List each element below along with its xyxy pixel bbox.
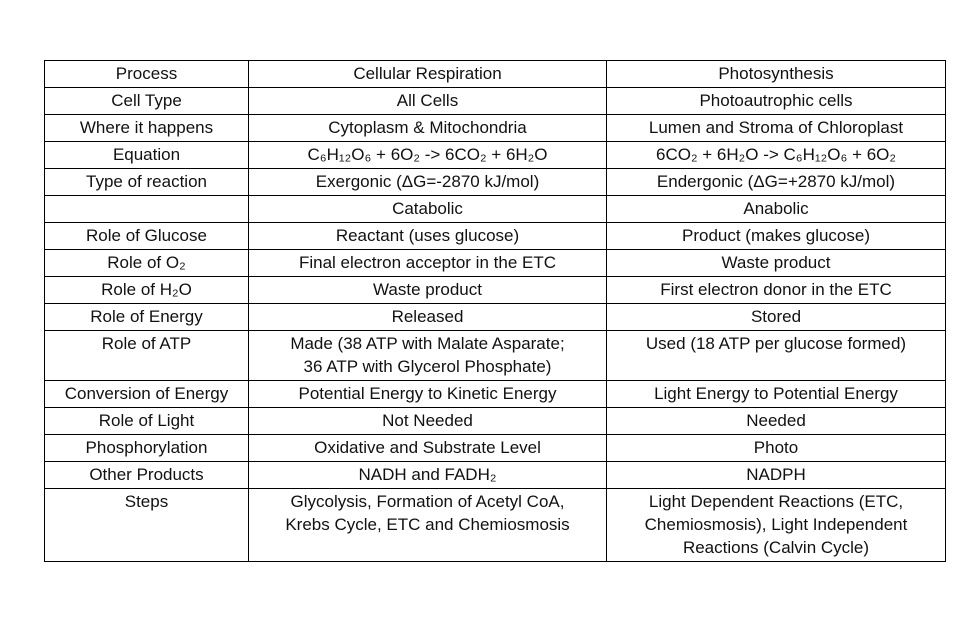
- cellular-respiration-cell: Exergonic (ΔG=-2870 kJ/mol): [249, 169, 607, 196]
- steps-row: [45, 489, 946, 562]
- energy-conversion-row: [45, 381, 946, 408]
- photosynthesis-cell: Stored: [607, 304, 946, 331]
- oxygen-row: [45, 250, 946, 277]
- cellular-respiration-cell: C₆H₁₂O₆ + 6O₂ -> 6CO₂ + 6H₂O: [249, 142, 607, 169]
- process-row: [45, 61, 946, 88]
- photosynthesis-cell: Endergonic (ΔG=+2870 kJ/mol): [607, 169, 946, 196]
- attribute-cell: Role of H₂O: [45, 277, 249, 304]
- cellular-respiration-cell: Final electron acceptor in the ETC: [249, 250, 607, 277]
- cellular-respiration-cell: Not Needed: [249, 408, 607, 435]
- attribute-cell: Role of Energy: [45, 304, 249, 331]
- cellular-respiration-cell: Catabolic: [249, 196, 607, 223]
- cellular-respiration-cell: Glycolysis, Formation of Acetyl CoA, Krebs Cycle, ETC and Chemiosmosis: [249, 489, 607, 562]
- attribute-cell: Conversion of Energy: [45, 381, 249, 408]
- photosynthesis-cell: NADPH: [607, 462, 946, 489]
- attribute-cell: Role of ATP: [45, 331, 249, 381]
- water-row: [45, 277, 946, 304]
- attribute-cell: Role of Glucose: [45, 223, 249, 250]
- attribute-cell: Where it happens: [45, 115, 249, 142]
- glucose-row: [45, 223, 946, 250]
- photosynthesis-cell: Photosynthesis: [607, 61, 946, 88]
- cellular-respiration-cell: Made (38 ATP with Malate Asparate; 36 ATP with Glycerol Phosphate): [249, 331, 607, 381]
- photosynthesis-cell: Photo: [607, 435, 946, 462]
- attribute-cell: Role of O₂: [45, 250, 249, 277]
- photosynthesis-cell: 6CO₂ + 6H₂O -> C₆H₁₂O₆ + 6O₂: [607, 142, 946, 169]
- cellular-respiration-cell: NADH and FADH₂: [249, 462, 607, 489]
- equation-row: [45, 142, 946, 169]
- attribute-cell: Equation: [45, 142, 249, 169]
- attribute-cell: [45, 196, 249, 223]
- cellular-respiration-cell: Oxidative and Substrate Level: [249, 435, 607, 462]
- cellular-respiration-cell: Cellular Respiration: [249, 61, 607, 88]
- photosynthesis-cell: Light Energy to Potential Energy: [607, 381, 946, 408]
- where-row: [45, 115, 946, 142]
- cellular-respiration-cell: Cytoplasm & Mitochondria: [249, 115, 607, 142]
- photosynthesis-cell: Used (18 ATP per glucose formed): [607, 331, 946, 381]
- cell-type-row: [45, 88, 946, 115]
- attribute-cell: Process: [45, 61, 249, 88]
- attribute-cell: Phosphorylation: [45, 435, 249, 462]
- comparison-table: [44, 60, 946, 562]
- phosphorylation-row: [45, 435, 946, 462]
- comparison-table-body: [45, 61, 946, 562]
- cellular-respiration-cell: Reactant (uses glucose): [249, 223, 607, 250]
- catabolic-anabolic-row: [45, 196, 946, 223]
- photosynthesis-cell: Product (makes glucose): [607, 223, 946, 250]
- attribute-cell: Cell Type: [45, 88, 249, 115]
- atp-row: [45, 331, 946, 381]
- photosynthesis-cell: Waste product: [607, 250, 946, 277]
- cellular-respiration-cell: All Cells: [249, 88, 607, 115]
- cellular-respiration-cell: Waste product: [249, 277, 607, 304]
- attribute-cell: Type of reaction: [45, 169, 249, 196]
- cellular-respiration-cell: Released: [249, 304, 607, 331]
- other-products-row: [45, 462, 946, 489]
- photosynthesis-cell: Lumen and Stroma of Chloroplast: [607, 115, 946, 142]
- attribute-cell: Steps: [45, 489, 249, 562]
- photosynthesis-cell: Light Dependent Reactions (ETC, Chemiosmosis), Light Independent Reactions (Calvin Cycle): [607, 489, 946, 562]
- photosynthesis-cell: Needed: [607, 408, 946, 435]
- attribute-cell: Other Products: [45, 462, 249, 489]
- cellular-respiration-cell: Potential Energy to Kinetic Energy: [249, 381, 607, 408]
- energy-row: [45, 304, 946, 331]
- attribute-cell: Role of Light: [45, 408, 249, 435]
- light-row: [45, 408, 946, 435]
- photosynthesis-cell: Photoautrophic cells: [607, 88, 946, 115]
- photosynthesis-cell: Anabolic: [607, 196, 946, 223]
- photosynthesis-cell: First electron donor in the ETC: [607, 277, 946, 304]
- reaction-type-row: [45, 169, 946, 196]
